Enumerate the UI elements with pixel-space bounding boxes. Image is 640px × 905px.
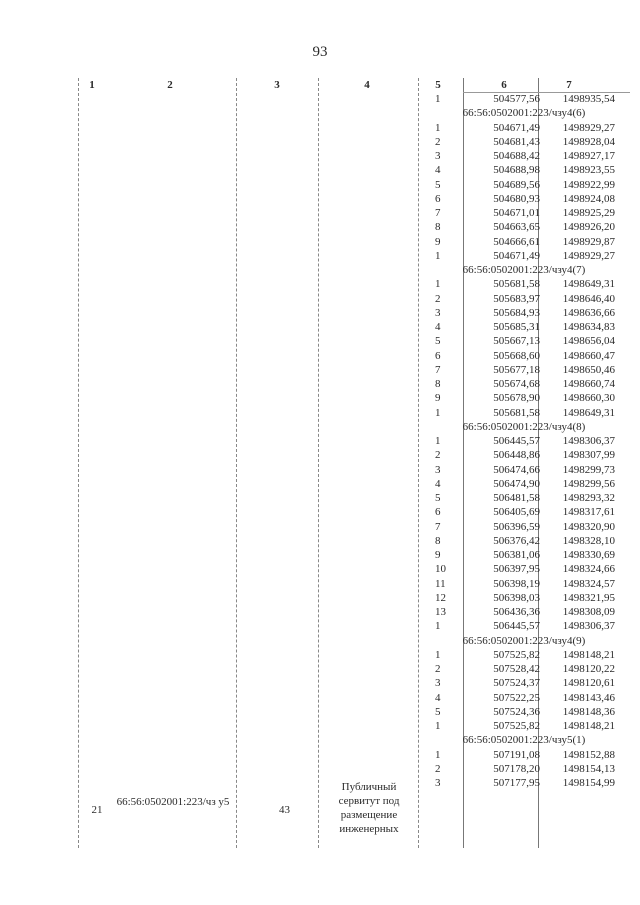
- point-number: 2: [435, 449, 441, 462]
- table-row: [415, 492, 630, 506]
- y-coordinate: 1498306,37: [562, 435, 615, 447]
- x-coordinate: 506381,06: [493, 549, 540, 561]
- x-coordinate: 506396,59: [493, 520, 540, 533]
- point-number: 4: [435, 477, 441, 490]
- x-coordinate: 506397,95: [493, 563, 540, 576]
- point-number: 3: [435, 677, 441, 690]
- table-row: [415, 207, 630, 221]
- bottom-col-3: 43: [279, 804, 290, 816]
- table-row: [415, 506, 630, 520]
- table-row: [415, 549, 630, 563]
- table-row: [415, 692, 630, 706]
- x-coordinate: 506474,90: [493, 477, 540, 490]
- point-number: 4: [435, 691, 441, 704]
- table-row: [415, 478, 630, 492]
- table-row: [415, 350, 630, 364]
- point-number: 1: [435, 620, 441, 633]
- y-coordinate: 1498148,21: [562, 720, 615, 732]
- table-row: [415, 749, 630, 763]
- y-coordinate: 1498636,66: [562, 306, 615, 319]
- x-coordinate: 505674,68: [493, 378, 540, 390]
- point-number: 1: [435, 406, 441, 419]
- y-coordinate: 1498929,27: [562, 249, 615, 262]
- point-number: 9: [435, 235, 441, 248]
- y-coordinate: 1498926,20: [562, 221, 615, 234]
- y-coordinate: 1498330,69: [562, 549, 615, 561]
- x-coordinate: 506445,57: [493, 620, 540, 633]
- table-row: [415, 236, 630, 250]
- x-coordinate: 505678,90: [493, 392, 540, 405]
- header-col-6: 6: [501, 79, 507, 91]
- table-row: [415, 677, 630, 691]
- point-number: 1: [435, 720, 441, 732]
- y-coordinate: 1498152,88: [562, 748, 615, 761]
- point-number: 3: [435, 306, 441, 319]
- y-coordinate: 1498306,37: [562, 620, 615, 633]
- x-coordinate: 504671,01: [493, 207, 540, 219]
- x-coordinate: 507525,82: [493, 720, 540, 732]
- table-row: [415, 620, 630, 634]
- x-coordinate: 505667,13: [493, 335, 540, 348]
- y-coordinate: 1498308,09: [562, 606, 615, 618]
- x-coordinate: 505683,97: [493, 292, 540, 305]
- y-coordinate: 1498927,17: [562, 150, 615, 162]
- x-coordinate: 504680,93: [493, 192, 540, 205]
- x-coordinate: 506376,42: [493, 534, 540, 547]
- x-coordinate: 504681,43: [493, 135, 540, 148]
- x-coordinate: 504688,98: [493, 164, 540, 177]
- point-number: 3: [435, 463, 441, 476]
- table-row: [415, 563, 630, 577]
- x-coordinate: 507524,36: [493, 705, 540, 718]
- header-col-2: 2: [167, 79, 173, 91]
- point-number: 6: [435, 506, 441, 519]
- y-coordinate: 1498924,08: [562, 192, 615, 205]
- point-number: 7: [435, 363, 441, 376]
- point-number: 8: [435, 378, 441, 390]
- point-number: 4: [435, 164, 441, 177]
- point-number: 8: [435, 534, 441, 547]
- table-row: [415, 250, 630, 264]
- table-row: [415, 221, 630, 235]
- point-number: 3: [435, 150, 441, 162]
- point-number: 2: [435, 663, 441, 675]
- y-coordinate: 1498321,95: [562, 591, 615, 604]
- grid-line: [318, 78, 319, 848]
- table-row: [415, 179, 630, 193]
- point-number: 7: [435, 207, 441, 219]
- header-col-4: 4: [364, 79, 370, 91]
- y-coordinate: 1498646,40: [562, 292, 615, 305]
- point-number: 1: [435, 435, 441, 447]
- point-number: 1: [435, 748, 441, 761]
- point-number: 7: [435, 520, 441, 533]
- segment-label: 66:56:0502001:223/чзу4(9): [462, 634, 586, 647]
- y-coordinate: 1498154,13: [562, 762, 615, 775]
- y-coordinate: 1498148,36: [562, 705, 615, 718]
- y-coordinate: 1498929,27: [562, 121, 615, 134]
- y-coordinate: 1498320,90: [562, 520, 615, 533]
- point-number: 3: [435, 777, 441, 789]
- point-number: 1: [435, 121, 441, 134]
- x-coordinate: 507178,20: [493, 762, 540, 775]
- point-number: 1: [435, 93, 441, 105]
- segment-label: 66:56:0502001:223/чзу5(1): [462, 734, 586, 747]
- y-coordinate: 1498922,99: [562, 178, 615, 191]
- x-coordinate: 504577,56: [493, 93, 540, 105]
- point-number: 1: [435, 278, 441, 291]
- bottom-col-2: 66:56:0502001:223/чз у5: [116, 796, 230, 808]
- point-number: 12: [435, 591, 446, 604]
- y-coordinate: 1498923,55: [562, 164, 615, 177]
- table-row: [415, 592, 630, 606]
- grid-line: [236, 78, 237, 848]
- page-number: 93: [312, 44, 328, 60]
- x-coordinate: 504688,42: [493, 150, 540, 162]
- point-number: 2: [435, 292, 441, 305]
- x-coordinate: 506445,57: [493, 435, 540, 447]
- x-coordinate: 504671,49: [493, 121, 540, 134]
- table-row: [415, 763, 630, 777]
- y-coordinate: 1498120,61: [562, 677, 615, 690]
- table-row: [415, 649, 630, 663]
- x-coordinate: 506405,69: [493, 506, 540, 519]
- point-number: 10: [435, 563, 446, 576]
- table-row: [415, 663, 630, 677]
- table-row: [415, 93, 630, 107]
- y-coordinate: 1498154,99: [562, 777, 615, 789]
- y-coordinate: 1498660,74: [562, 378, 615, 390]
- table-row: [415, 706, 630, 720]
- point-number: 4: [435, 321, 441, 333]
- header-col-1: 1: [89, 79, 95, 91]
- table-row: [415, 606, 630, 620]
- x-coordinate: 505685,31: [493, 321, 540, 333]
- table-row: [415, 464, 630, 478]
- table-row: [415, 392, 630, 406]
- y-coordinate: 1498307,99: [562, 449, 615, 462]
- y-coordinate: 1498928,04: [562, 135, 615, 148]
- y-coordinate: 1498935,54: [562, 93, 615, 105]
- y-coordinate: 1498317,61: [562, 506, 615, 519]
- bottom-col-4: Публичный сервитут под размещение инженерных: [338, 781, 400, 835]
- point-number: 8: [435, 221, 441, 234]
- x-coordinate: 507191,08: [493, 748, 540, 761]
- y-coordinate: 1498143,46: [562, 691, 615, 704]
- x-coordinate: 505681,58: [493, 406, 540, 419]
- point-number: 9: [435, 392, 441, 405]
- point-number: 2: [435, 135, 441, 148]
- y-coordinate: 1498656,04: [562, 335, 615, 348]
- segment-label: 66:56:0502001:223/чзу4(6): [462, 107, 586, 120]
- x-coordinate: 507525,82: [493, 648, 540, 661]
- table-row: [415, 293, 630, 307]
- table-row: [415, 578, 630, 592]
- point-number: 5: [435, 335, 441, 348]
- y-coordinate: 1498660,47: [562, 349, 615, 362]
- y-coordinate: 1498148,21: [562, 648, 615, 661]
- table-row: [415, 307, 630, 321]
- point-number: 6: [435, 349, 441, 362]
- header-col-7: 7: [566, 79, 572, 91]
- table-row: [415, 435, 630, 449]
- point-number: 9: [435, 549, 441, 561]
- header-col-3: 3: [274, 79, 280, 91]
- point-number: 1: [435, 249, 441, 262]
- x-coordinate: 504666,61: [493, 235, 540, 248]
- table-row: [415, 122, 630, 136]
- x-coordinate: 506436,36: [493, 606, 540, 618]
- y-coordinate: 1498120,22: [562, 663, 615, 675]
- segment-label: 66:56:0502001:223/чзу4(8): [462, 420, 586, 433]
- table-row: [415, 150, 630, 164]
- point-number: 5: [435, 705, 441, 718]
- point-number: 5: [435, 178, 441, 191]
- point-number: 13: [435, 606, 446, 618]
- table-row: [415, 278, 630, 292]
- point-number: 2: [435, 762, 441, 775]
- table-row: [415, 449, 630, 463]
- x-coordinate: 507177,95: [493, 777, 540, 789]
- grid-line: [78, 78, 79, 848]
- table-row: [415, 193, 630, 207]
- y-coordinate: 1498929,87: [562, 235, 615, 248]
- x-coordinate: 507522,25: [493, 691, 540, 704]
- y-coordinate: 1498299,56: [562, 477, 615, 490]
- x-coordinate: 504663,65: [493, 221, 540, 234]
- x-coordinate: 505681,58: [493, 278, 540, 291]
- point-number: 6: [435, 192, 441, 205]
- x-coordinate: 506481,58: [493, 492, 540, 504]
- x-coordinate: 506398,03: [493, 591, 540, 604]
- table-row: [415, 521, 630, 535]
- table-row: [415, 335, 630, 349]
- x-coordinate: 505677,18: [493, 363, 540, 376]
- bottom-col-1: 21: [91, 804, 103, 816]
- x-coordinate: 507524,37: [493, 677, 540, 690]
- table-row: [415, 535, 630, 549]
- y-coordinate: 1498649,31: [562, 406, 615, 419]
- header-col-5: 5: [435, 79, 441, 91]
- table-row: [415, 136, 630, 150]
- y-coordinate: 1498660,30: [562, 392, 615, 405]
- x-coordinate: 505668,60: [493, 349, 540, 362]
- x-coordinate: 504689,56: [493, 178, 540, 191]
- y-coordinate: 1498328,10: [562, 534, 615, 547]
- y-coordinate: 1498634,83: [562, 321, 615, 333]
- x-coordinate: 506474,66: [493, 463, 540, 476]
- y-coordinate: 1498293,32: [562, 492, 615, 504]
- x-coordinate: 506448,86: [493, 449, 540, 462]
- table-row: [415, 720, 630, 734]
- table-row: [415, 378, 630, 392]
- y-coordinate: 1498324,66: [562, 563, 615, 576]
- table-row: [415, 164, 630, 178]
- table-row: [415, 407, 630, 421]
- table-row: [415, 777, 630, 791]
- x-coordinate: 506398,19: [493, 577, 540, 590]
- table-row: [415, 321, 630, 335]
- point-number: 1: [435, 648, 441, 661]
- segment-label: 66:56:0502001:223/чзу4(7): [462, 264, 586, 276]
- x-coordinate: 504671,49: [493, 249, 540, 262]
- y-coordinate: 1498925,29: [562, 207, 615, 219]
- y-coordinate: 1498650,46: [562, 363, 615, 376]
- y-coordinate: 1498299,73: [562, 463, 615, 476]
- table-row: [415, 364, 630, 378]
- x-coordinate: 507528,42: [493, 663, 540, 675]
- point-number: 5: [435, 492, 441, 504]
- point-number: 11: [435, 577, 446, 590]
- y-coordinate: 1498649,31: [562, 278, 615, 291]
- y-coordinate: 1498324,57: [562, 577, 615, 590]
- x-coordinate: 505684,93: [493, 306, 540, 319]
